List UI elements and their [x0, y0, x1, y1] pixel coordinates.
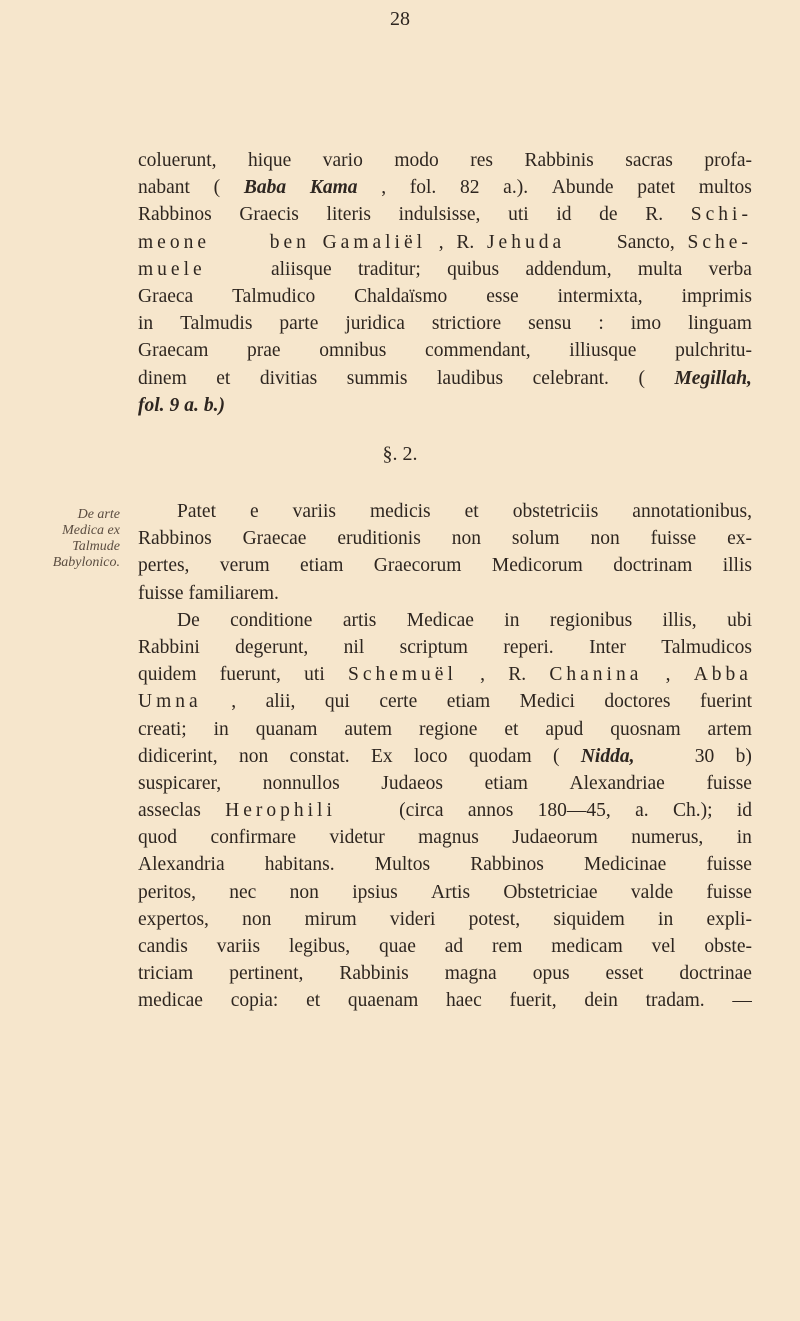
word: rem [492, 936, 523, 957]
word: regione [418, 718, 478, 740]
word: Nidda, [580, 745, 635, 767]
word: quae [379, 936, 416, 957]
word: certe [379, 691, 418, 713]
word: pertes, [138, 555, 190, 577]
text-line [138, 580, 752, 607]
word: dinem [138, 367, 187, 389]
word: illis [722, 555, 752, 577]
word: strictiore [431, 313, 502, 335]
word: mirum [304, 908, 357, 930]
word: verba [708, 258, 752, 280]
text-line [138, 879, 752, 906]
word: a. [635, 800, 649, 822]
text-line [138, 906, 752, 933]
word: , [480, 664, 485, 686]
word: et [464, 501, 479, 522]
word: Abunde [551, 177, 614, 199]
word: Rabbini [138, 636, 200, 658]
text-line [138, 392, 752, 419]
text-line [138, 770, 752, 797]
word: autem [344, 718, 393, 740]
word: fuisse [706, 881, 752, 903]
word: variis [292, 501, 336, 522]
word: Medicorum [491, 555, 583, 577]
word: vario [322, 150, 363, 171]
word: Jehuda [486, 231, 566, 253]
word: pulchritu- [675, 340, 752, 362]
word: in [213, 718, 229, 740]
word: Herophili [225, 800, 336, 822]
word: laudibus [437, 367, 504, 389]
word: asseclas [138, 800, 201, 822]
word: opus [532, 963, 570, 985]
word: Medicae [406, 609, 474, 631]
word: quibus [447, 258, 500, 280]
word: juridica [345, 313, 405, 335]
word: artem [707, 718, 752, 740]
word: in [504, 609, 520, 631]
text-line [138, 525, 752, 552]
word: magnus [418, 827, 479, 849]
word: annos [467, 800, 514, 822]
word: e [250, 501, 259, 522]
word: fuerint [700, 691, 752, 713]
word: fuisse [706, 772, 752, 794]
text-line [138, 283, 752, 310]
word: Multos [374, 854, 431, 876]
word: quosnam [610, 718, 681, 740]
word: uti [508, 204, 529, 226]
word: Chanina [549, 664, 643, 686]
word: ubi [727, 609, 752, 631]
word: ex- [727, 528, 752, 550]
section-heading: §. 2. [382, 443, 418, 465]
word: : [598, 313, 604, 335]
word: Talmudico [232, 285, 316, 307]
word: scriptum [399, 636, 468, 658]
word: addendum, [525, 258, 612, 280]
word: Patet [138, 501, 216, 522]
word: meone [138, 231, 210, 253]
word: in [736, 827, 752, 849]
word: quodam [468, 745, 532, 767]
word: Rabbinos [470, 854, 544, 876]
word: qui [324, 691, 350, 713]
text-line [138, 337, 752, 364]
word: sensu [528, 313, 572, 335]
word: quod [138, 827, 177, 849]
word: non [590, 528, 620, 550]
text-line [138, 661, 752, 688]
word: Abba [693, 664, 752, 686]
word: creati; [138, 718, 187, 740]
word: in [138, 313, 154, 335]
word: Baba [243, 177, 287, 199]
word: alii, [265, 691, 296, 713]
word: quaenam [347, 990, 419, 1012]
word: literis [326, 204, 371, 226]
word: ben [222, 231, 310, 253]
word: videri [389, 908, 436, 930]
word: medicam [551, 936, 623, 957]
word: expli- [706, 908, 752, 930]
word: nec [229, 881, 257, 903]
text-line [138, 851, 752, 878]
word: candis [138, 936, 188, 957]
word: variis [216, 936, 261, 957]
word: ad [444, 936, 464, 957]
word: etiam [300, 555, 344, 577]
word: magna [444, 963, 497, 985]
word: videtur [329, 827, 385, 849]
word: celebrant. [532, 367, 609, 389]
word: parte [279, 313, 319, 335]
text-line [138, 498, 752, 525]
word: loco [413, 745, 448, 767]
word: commendant, [425, 340, 531, 362]
word: Alexandriae [569, 772, 665, 794]
word: non [242, 908, 272, 930]
text-line [138, 147, 752, 174]
margin-note-line: Talmude [72, 539, 120, 554]
paragraph-1 [138, 147, 752, 419]
word: et [306, 990, 321, 1012]
word: annotationibus, [632, 501, 752, 522]
word: Schemuël [347, 664, 457, 686]
word: habitans. [264, 854, 335, 876]
word: linguam [688, 313, 752, 335]
word: intermixta, [557, 285, 643, 307]
text-line [138, 365, 752, 392]
word: suspicarer, [138, 772, 222, 794]
word: traditur; [357, 258, 421, 280]
text-line [138, 229, 752, 256]
word: aliisque [231, 258, 332, 280]
word: modo [394, 150, 439, 171]
word: verum [219, 555, 270, 577]
word: valde [630, 881, 674, 903]
word: ( [638, 367, 645, 389]
margin-note [20, 507, 120, 571]
word: b.) [203, 394, 226, 416]
text-line [138, 634, 752, 661]
word: patet [637, 177, 676, 199]
word: constat. [289, 745, 350, 767]
word: multos [698, 177, 752, 199]
word: De [138, 609, 200, 631]
word: Rabbinos [138, 528, 212, 550]
page-number: 28 [390, 8, 410, 30]
word: Inter [589, 636, 626, 658]
word: imo [630, 313, 662, 335]
word: familiarem. [188, 582, 279, 604]
word: regionibus [549, 609, 633, 631]
word: 82 [459, 177, 480, 199]
text-line [138, 688, 752, 715]
text-line [138, 607, 752, 634]
word: doctrinae [679, 963, 752, 985]
word: etiam [446, 691, 491, 713]
word: hique [247, 150, 292, 171]
word: (circa [360, 800, 444, 822]
word: a.). [503, 177, 529, 199]
word: ipsius [352, 881, 398, 903]
text-line [138, 797, 752, 824]
word: peritos, [138, 881, 196, 903]
word: dein [584, 990, 618, 1012]
word: b) [735, 745, 752, 767]
word: Alexandria [138, 854, 225, 876]
word: , [438, 231, 444, 253]
text-line [138, 310, 752, 337]
word: Umna [138, 691, 202, 713]
word: copia: [230, 990, 279, 1012]
word: Schi- [690, 204, 752, 226]
word: in [658, 908, 674, 930]
word: id [556, 204, 572, 226]
margin-note-line: Medica ex [62, 523, 120, 538]
word: Talmudicos [661, 636, 752, 658]
word: fuerit, [509, 990, 557, 1012]
word: R. [645, 204, 664, 226]
word: nonnullos [262, 772, 340, 794]
text-line [138, 174, 752, 201]
word: uti [304, 664, 325, 686]
word: etiam [484, 772, 528, 794]
text-line [138, 716, 752, 743]
word: Megillah, [674, 367, 752, 389]
word: Ex [370, 745, 393, 767]
word: tradam. [645, 990, 705, 1012]
word: Gamaliël [322, 231, 427, 253]
word: illiusque [569, 340, 637, 362]
word: quanam [255, 718, 318, 740]
word: , [231, 691, 237, 713]
word: degerunt, [235, 636, 309, 658]
word: multa [637, 258, 683, 280]
word: confirmare [210, 827, 296, 849]
word: Kama [309, 177, 358, 199]
word: fuerunt, [219, 664, 281, 686]
word: Sancto, [577, 231, 675, 253]
word: non [451, 528, 481, 550]
word: siquidem [553, 908, 625, 930]
word: R. [456, 231, 475, 253]
word: id [736, 800, 752, 822]
word: summis [346, 367, 408, 389]
word: Talmudis [180, 313, 253, 335]
word: fol. [409, 177, 437, 199]
word: Rabbinis [339, 963, 409, 985]
word: apud [545, 718, 584, 740]
margin-note-line: De arte [77, 507, 120, 522]
word: a. [184, 394, 199, 416]
word: imprimis [681, 285, 752, 307]
word: indulsisse, [398, 204, 481, 226]
text-line [138, 960, 752, 987]
word: de [599, 204, 618, 226]
word: et [216, 367, 231, 389]
text-line [138, 256, 752, 283]
word: divitias [259, 367, 318, 389]
word: solum [511, 528, 560, 550]
word: nabant [138, 177, 190, 199]
word: obste- [704, 936, 752, 957]
text-line [138, 933, 752, 960]
text-line [138, 201, 752, 228]
word: legibus, [288, 936, 351, 957]
word: Graecorum [373, 555, 462, 577]
word: Chaldaïsmo [354, 285, 448, 307]
word: potest, [468, 908, 521, 930]
word: 9 [169, 394, 180, 416]
word: muele [138, 258, 206, 280]
word: Judaeos [381, 772, 444, 794]
word: R. [508, 664, 527, 686]
word: non [289, 881, 319, 903]
word: obstetriciis [512, 501, 599, 522]
word: Sche- [687, 231, 752, 253]
paragraph-2 [138, 498, 752, 1015]
word: Graecam [138, 340, 209, 362]
word: artis [342, 609, 377, 631]
word: Rabbinis [524, 150, 594, 171]
word: didicerint, [138, 745, 218, 767]
word: Graecae [242, 528, 307, 550]
word: et [504, 718, 519, 740]
word: numerus, [631, 827, 704, 849]
word: coluerunt, [138, 150, 217, 171]
word: haec [446, 990, 482, 1012]
word: doctrinam [613, 555, 693, 577]
word: Medici [519, 691, 575, 713]
word: Graecis [239, 204, 299, 226]
word: ( [213, 177, 221, 199]
word: prae [247, 340, 281, 362]
word: profa- [704, 150, 752, 171]
word: fuisse [650, 528, 697, 550]
margin-note-line: Babylonico. [52, 555, 120, 570]
word: Rabbinos [138, 204, 212, 226]
word: Obstetriciae [503, 881, 598, 903]
word: 180—45, [537, 800, 611, 822]
word: res [470, 150, 493, 171]
word: omnibus [319, 340, 387, 362]
word: conditione [230, 609, 313, 631]
word: , [381, 177, 387, 199]
word: Judaeorum [512, 827, 598, 849]
word: Medicinae [584, 854, 667, 876]
word: fuisse [138, 582, 184, 604]
text-line [138, 743, 752, 770]
word: expertos, [138, 908, 209, 930]
word: vel [651, 936, 676, 957]
text-line [138, 552, 752, 579]
word: doctores [604, 691, 671, 713]
word: fuisse [706, 854, 752, 876]
word: fol. [138, 394, 165, 416]
word: pertinent, [229, 963, 304, 985]
word: sacras [625, 150, 673, 171]
word: esset [605, 963, 644, 985]
word: non [238, 745, 269, 767]
word: Artis [431, 881, 471, 903]
word: Ch.); [672, 800, 713, 822]
word: esse [486, 285, 519, 307]
word: medicae [138, 990, 203, 1012]
word: reperi. [503, 636, 554, 658]
word: nil [343, 636, 365, 658]
word: , [665, 664, 671, 686]
word: 30 [655, 745, 715, 767]
word: illis, [662, 609, 697, 631]
word: ( [553, 745, 560, 767]
word: Graeca [138, 285, 194, 307]
word: — [732, 990, 752, 1012]
text-line [138, 987, 752, 1014]
text-line [138, 824, 752, 851]
word: triciam [138, 963, 194, 985]
word: quidem [138, 664, 197, 686]
word: medicis [369, 501, 431, 522]
word: eruditionis [337, 528, 421, 550]
